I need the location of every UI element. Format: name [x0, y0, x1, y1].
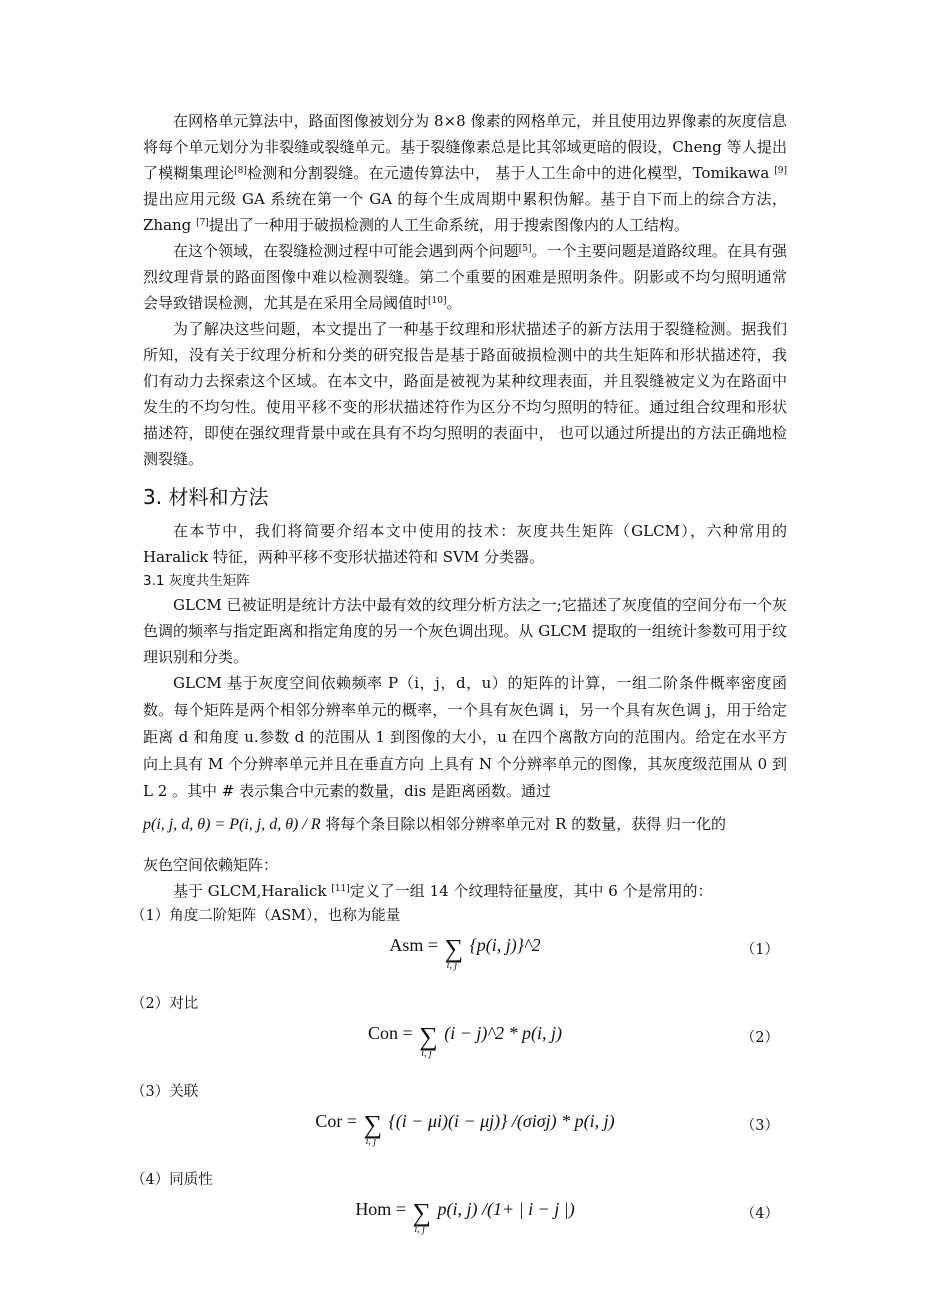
feature-label-cor: （3）关联: [131, 1084, 199, 1100]
citation-11: [11]: [331, 884, 350, 894]
equation-number: （1）: [740, 942, 779, 958]
section-3-title: 3. 材料和方法: [143, 485, 269, 509]
summation-icon: ∑ i, j: [363, 1110, 383, 1147]
feature-label-con: （2）对比: [131, 996, 199, 1012]
summation-icon: ∑ i, j: [412, 1198, 432, 1235]
equation-lhs: Asm =: [389, 935, 439, 955]
equation-rhs: (i − j)^2 * p(i, j): [444, 1023, 562, 1043]
equation-con: [143, 1016, 787, 1066]
equation-hom: [143, 1192, 787, 1242]
intro-text-2: 检测和分割裂缝。在元遗传算法中， 基于人工生命中的进化模型，Tomikawa: [246, 164, 775, 182]
equation-asm-body: [143, 934, 787, 971]
feature-label-hom: （4）同质性: [131, 1172, 213, 1188]
subsection-3-1-title: 3.1 灰度共生矩阵: [143, 573, 250, 589]
summation-index: i, j: [414, 1224, 426, 1235]
equation-asm: [143, 928, 787, 978]
haralick-text-2: 定义了一组 14 个纹理特征量度，其中 6 个是常用的：: [349, 882, 713, 900]
summation-index: i, j: [421, 1048, 432, 1059]
glcm-paragraph-2-end: [143, 852, 787, 878]
intro-text-1: 在网格单元算法中，路面图像被划分为 8×8 像素的网格单元，并且使用边界像素的灰度信息将每个单元划分为非裂缝或裂缝单元。基于裂缝像素总是比其邻域更暗的假设，Cheng 等人提出了模糊集理论: [143, 112, 787, 182]
problems-paragraph: [143, 238, 787, 316]
citation-5: [5]: [518, 244, 532, 254]
paper-page: [131, 108, 787, 1242]
citation-8: [8]: [234, 166, 247, 176]
summation-index: i, j: [446, 960, 458, 971]
problems-text-3: 。: [446, 294, 462, 312]
intro-paragraph: [143, 108, 787, 238]
citation-7: [7]: [196, 218, 209, 228]
haralick-text-1: 基于 GLCM,Haralick: [173, 882, 332, 900]
intro-text-4: 提出了一种用于破损检测的人工生命系统，用于搜索图像内的人工结构。: [208, 216, 689, 234]
equation-number: （3）: [740, 1118, 779, 1134]
feature-label-asm: （1）角度二阶矩阵（ASM），也称为能量: [131, 908, 401, 924]
haralick-paragraph: [143, 878, 787, 904]
equation-rhs: {p(i, j)}^2: [469, 935, 541, 955]
equation-con-body: [143, 1022, 787, 1059]
problems-text-1: 在这个领域，在裂缝检测过程中可能会遇到两个问题: [173, 242, 519, 260]
normalization-formula: p(i, j, d, θ) = P(i, j, d, θ) / R: [143, 816, 321, 833]
intro-text-3: 提出应用元级 GA 系统在第一个 GA 的每个生成周期中累积伪解。基于自下而上的综合方法，Zhang: [143, 190, 787, 234]
section-3-intro: 在本节中，我们将简要介绍本文中使用的技术：灰度共生矩阵（GLCM），六种常用的 Haralick 特征，两种平移不变形状描述符和 SVM 分类器。: [143, 522, 787, 566]
equation-hom-body: [143, 1198, 787, 1235]
summation-icon: ∑ i, j: [419, 1022, 438, 1059]
equation-rhs: {(i − μi)(i − μj)} /(σiσj) * p(i, j): [388, 1111, 615, 1131]
glcm-paragraph-1: GLCM 已被证明是统计方法中最有效的纹理分析方法之一;它描述了灰度值的空间分布一个灰色调的频率与指定距离和指定角度的另一个灰色调出现。从 GLCM 提取的一组统计参数可用于纹理识别和分类。: [143, 596, 787, 666]
equation-lhs: Hom =: [355, 1199, 406, 1219]
glcm-text-c: 灰色空间依赖矩阵：: [143, 856, 279, 874]
citation-10: [10]: [428, 296, 447, 306]
equation-rhs: p(i, j) /(1+ | i − j |): [437, 1199, 575, 1219]
glcm-text-a: GLCM 基于灰度空间依赖频率 P（i，j，d，u）的矩阵的计算，一组二阶条件概率密度函数。每个矩阵是两个相邻分辨率单元的概率，一个具有灰色调 i，另一个具有灰色调 j，用于给定距离 d 和角度 u.参数 d 的范围从 1 到图像的大小，u 在四个离散方向的范围内。给定在水平方向上具有 M 个分辨率单元并且在垂直方向 上具有 N 个分辨率单元的图像，其灰度级范围从 0 到 L 2 。其中 # 表示集合中元素的数量，dis 是距离函数。通过: [143, 674, 787, 800]
equation-number: （4）: [740, 1206, 779, 1222]
summation-index: i, j: [365, 1136, 377, 1147]
problems-text-2: 。一个主要问题是道路纹理。在具有强烈纹理背景的路面图像中难以检测裂缝。第二个重要的困难是照明条件。阴影或不均匀照明通常会导致错误检测，尤其是在采用全局阈值时: [143, 242, 787, 312]
glcm-text-b: 将每个条目除以相邻分辨率单元对 R 的数量，获得 归一化的: [325, 815, 726, 833]
equation-lhs: Con =: [368, 1023, 413, 1043]
equation-lhs: Cor =: [315, 1111, 358, 1131]
approach-paragraph: 为了解决这些问题，本文提出了一种基于纹理和形状描述子的新方法用于裂缝检测。据我们所知，没有关于纹理分析和分类的研究报告是基于路面破损检测中的共生矩阵和形状描述符，我们有动力去探索这个区域。在本文中，路面是被视为某种纹理表面，并且裂缝被定义为在路面中发生的不均匀性。使用平移不变的形状描述符作为区分不均匀照明的特征。通过组合纹理和形状描述符，即使在强纹理背景中或在具有不均匀照明的表面中， 也可以通过所提出的方法正确地检测裂缝。: [143, 320, 787, 468]
glcm-paragraph-2: [143, 670, 787, 846]
equation-number: （2）: [740, 1030, 779, 1046]
summation-icon: ∑ i, j: [444, 934, 464, 971]
equation-cor-body: [143, 1110, 787, 1147]
citation-9: [9]: [774, 166, 787, 176]
equation-cor: [143, 1104, 787, 1154]
